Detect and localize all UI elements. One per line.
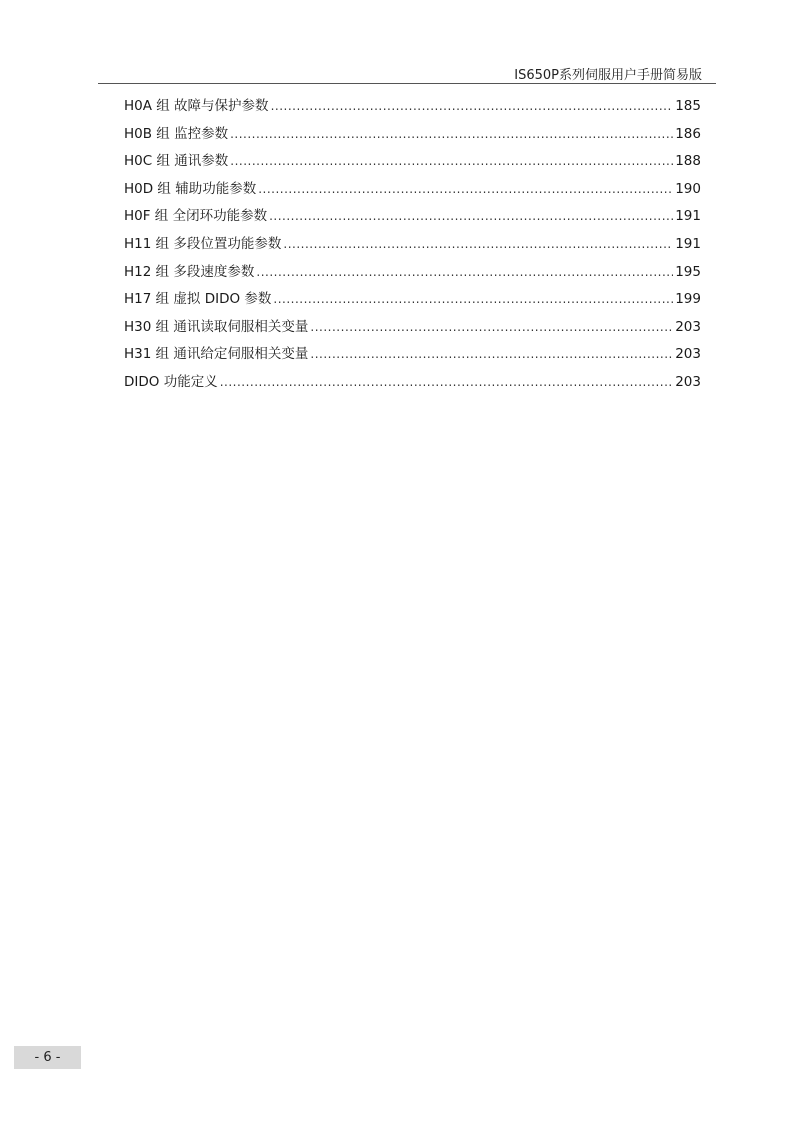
toc-dot-leader <box>258 178 673 200</box>
table-of-contents <box>124 95 701 399</box>
toc-entry-page: 190 <box>675 180 701 197</box>
toc-dot-leader <box>230 123 673 145</box>
toc-dot-leader <box>273 288 673 310</box>
toc-entry[interactable] <box>124 343 701 371</box>
toc-dot-leader <box>220 371 674 393</box>
toc-entry-page: 191 <box>675 208 701 225</box>
toc-entry-page: 203 <box>675 346 701 363</box>
toc-entry-title: H31 组 通讯给定伺服相关变量 <box>124 346 309 363</box>
toc-entry-title: H11 组 多段位置功能参数 <box>124 235 282 252</box>
toc-entry-title: H12 组 多段速度参数 <box>124 263 255 280</box>
toc-entry[interactable] <box>124 150 701 178</box>
toc-dot-leader <box>283 233 673 255</box>
toc-dot-leader <box>271 95 674 117</box>
toc-dot-leader <box>310 343 673 365</box>
toc-entry-title: H0F 组 全闭环功能参数 <box>124 208 268 225</box>
toc-entry-title: DIDO 功能定义 <box>124 373 218 390</box>
toc-dot-leader <box>269 205 673 227</box>
toc-entry-title: H0B 组 监控参数 <box>124 125 229 142</box>
toc-dot-leader <box>230 150 673 172</box>
toc-entry-title: H0A 组 故障与保护参数 <box>124 98 269 114</box>
toc-entry-page: 185 <box>675 98 701 114</box>
toc-entry-page: 203 <box>675 318 701 335</box>
toc-entry-page: 188 <box>675 153 701 170</box>
toc-entry-page: 186 <box>675 125 701 142</box>
toc-entry-title: H17 组 虚拟 DIDO 参数 <box>124 291 272 308</box>
page-number: - 6 - <box>14 1046 81 1069</box>
toc-entry[interactable] <box>124 178 701 206</box>
toc-entry-page: 195 <box>675 263 701 280</box>
toc-entry[interactable] <box>124 205 701 233</box>
toc-entry[interactable] <box>124 95 701 123</box>
running-header: IS650P系列伺服用户手册简易版 <box>514 68 702 83</box>
toc-dot-leader <box>310 316 673 338</box>
toc-entry[interactable] <box>124 123 701 151</box>
toc-entry[interactable] <box>124 371 701 399</box>
toc-dot-leader <box>256 261 673 283</box>
toc-entry-title: H0C 组 通讯参数 <box>124 153 229 170</box>
toc-entry[interactable] <box>124 316 701 344</box>
toc-entry-title: H30 组 通讯读取伺服相关变量 <box>124 318 309 335</box>
toc-entry[interactable] <box>124 288 701 316</box>
toc-entry-page: 191 <box>675 235 701 252</box>
toc-entry-page: 203 <box>675 373 701 390</box>
toc-entry[interactable] <box>124 233 701 261</box>
toc-entry-page: 199 <box>675 291 701 308</box>
toc-entry-title: H0D 组 辅助功能参数 <box>124 180 257 197</box>
header-rule <box>98 83 716 84</box>
toc-entry[interactable] <box>124 261 701 289</box>
